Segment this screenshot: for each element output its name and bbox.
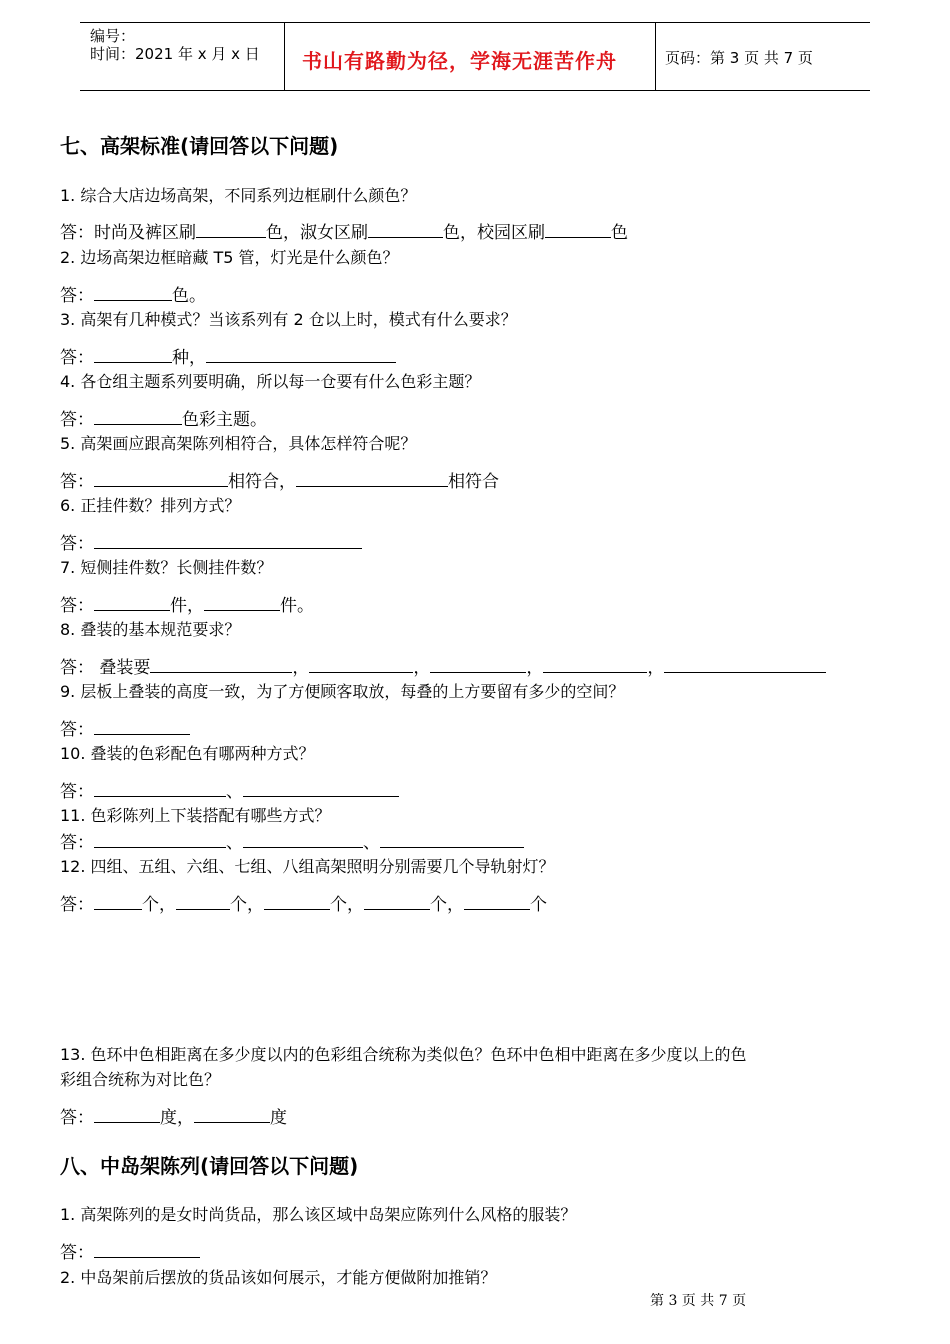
answer-blank[interactable]: [94, 344, 172, 363]
answer-separator: ，: [647, 658, 665, 678]
answer-prefix: 答：: [60, 410, 94, 430]
answer-prefix: 答：: [60, 286, 94, 306]
answer-text: 相符合: [448, 472, 499, 492]
answer-prefix: 答：: [60, 1243, 94, 1263]
answer-blank[interactable]: [364, 891, 430, 910]
question-8-2: 2. 中岛架前后摆放的货品该如何展示，才能方便做附加推销？: [60, 1268, 497, 1287]
answer-blank[interactable]: [243, 829, 363, 848]
answer-separator: ，: [413, 658, 431, 678]
page-footer: 第 3 页 共 7 页: [650, 1293, 747, 1309]
answer-text: 度: [270, 1108, 287, 1128]
question-7-9: 9. 层板上叠装的高度一致，为了方便顾客取放，每叠的上方要留有多少的空间？: [60, 682, 625, 701]
answer-blank[interactable]: [545, 219, 611, 238]
answer-text: 件，: [170, 596, 204, 616]
answer-prefix: 答：: [60, 1108, 94, 1128]
header-bottom-rule: [80, 90, 870, 91]
answer-7-2: [60, 281, 206, 306]
answer-blank[interactable]: [543, 654, 647, 673]
answer-blank[interactable]: [206, 344, 396, 363]
answer-7-4: [60, 405, 267, 430]
question-7-8: 8. 叠装的基本规范要求？: [60, 620, 241, 639]
answer-7-7: [60, 591, 314, 616]
answer-7-6: [60, 529, 362, 554]
answer-separator: 、: [226, 833, 243, 853]
answer-prefix: 答：: [60, 596, 94, 616]
answer-prefix: 答：: [60, 534, 94, 554]
answer-blank[interactable]: [94, 468, 228, 487]
answer-7-1: [60, 218, 628, 243]
answer-blank[interactable]: [94, 1239, 200, 1258]
answer-blank[interactable]: [94, 891, 142, 910]
answer-blank[interactable]: [196, 219, 266, 238]
question-7-10: 10. 叠装的色彩配色有哪两种方式？: [60, 744, 315, 763]
answer-text: 色彩主题。: [182, 410, 267, 430]
answer-blank[interactable]: [264, 891, 330, 910]
question-7-12: 12. 四组、五组、六组、七组、八组高架照明分别需要几个导轨射灯？: [60, 857, 555, 876]
answer-blank[interactable]: [380, 829, 524, 848]
answer-text: 件。: [280, 596, 314, 616]
section-8-title: 八、中岛架陈列(请回答以下问题): [60, 1154, 359, 1178]
answer-blank[interactable]: [94, 716, 190, 735]
header-divider-right: [655, 22, 656, 90]
answer-7-3: [60, 343, 396, 368]
answer-blank[interactable]: [243, 778, 399, 797]
answer-separator: 、: [226, 782, 243, 802]
answer-unit: 个，: [430, 895, 464, 915]
answer-blank[interactable]: [94, 530, 362, 549]
answer-text: 色。: [172, 286, 206, 306]
answer-text: 色: [611, 223, 628, 243]
answer-unit: 个，: [142, 895, 176, 915]
answer-blank[interactable]: [150, 654, 292, 673]
answer-blank[interactable]: [204, 592, 280, 611]
question-7-6: 6. 正挂件数？排列方式？: [60, 496, 241, 515]
answer-7-8: [60, 653, 826, 678]
question-7-11: 11. 色彩陈列上下装搭配有哪些方式？: [60, 806, 331, 825]
header-divider-left: [284, 22, 285, 90]
question-7-1: 1. 综合大店边场高架，不同系列边框刷什么颜色？: [60, 186, 417, 205]
answer-separator: ，: [292, 658, 310, 678]
answer-blank[interactable]: [176, 891, 230, 910]
answer-unit: 个，: [330, 895, 364, 915]
answer-prefix: 答：: [60, 895, 94, 915]
answer-separator: 、: [363, 833, 380, 853]
answer-prefix: 答： 叠装要: [60, 658, 151, 678]
answer-text: 相符合，: [228, 472, 296, 492]
answer-text: 色，校园区刷: [443, 223, 545, 243]
question-7-5: 5. 高架画应跟高架陈列相符合，具体怎样符合呢？: [60, 434, 417, 453]
header-top-rule: [80, 22, 870, 23]
question-8-1: 1. 高架陈列的是女时尚货品，那么该区域中岛架应陈列什么风格的服装？: [60, 1205, 577, 1224]
question-7-2: 2. 边场高架边框暗藏 T5 管，灯光是什么颜色？: [60, 248, 399, 267]
answer-blank[interactable]: [664, 654, 826, 673]
answer-blank[interactable]: [464, 891, 530, 910]
answer-blank[interactable]: [94, 829, 226, 848]
answer-prefix: 答：: [60, 472, 94, 492]
answer-blank[interactable]: [368, 219, 443, 238]
answer-7-5: [60, 467, 499, 492]
answer-blank[interactable]: [194, 1104, 270, 1123]
answer-text: 种，: [172, 348, 206, 368]
answer-7-12: [60, 890, 547, 915]
question-7-13-line2: 彩组合统称为对比色？: [60, 1070, 221, 1089]
answer-7-9: [60, 715, 190, 740]
answer-7-13: [60, 1103, 287, 1128]
answer-blank[interactable]: [296, 468, 448, 487]
question-7-3: 3. 高架有几种模式？当该系列有 2 仓以上时，模式有什么要求？: [60, 310, 517, 329]
question-7-13-line1: 13. 色环中色相距离在多少度以内的色彩组合统称为类似色？色环中色相中距离在多少度以上的色: [60, 1045, 747, 1064]
answer-blank[interactable]: [430, 654, 526, 673]
header-page-label: 页码：第 3 页 共 7 页: [665, 49, 813, 67]
header-motto: 书山有路勤为径，学海无涯苦作舟: [302, 49, 617, 73]
answer-7-10: [60, 777, 399, 802]
answer-prefix: 答：: [60, 720, 94, 740]
doc-time-label: 时间：2021 年 x 月 x 日: [90, 45, 260, 63]
answer-unit: 个，: [230, 895, 264, 915]
section-7-title: 七、高架标准(请回答以下问题): [60, 134, 339, 158]
answer-prefix: 答：时尚及裤区刷: [60, 223, 196, 243]
answer-blank[interactable]: [94, 406, 182, 425]
answer-blank[interactable]: [94, 282, 172, 301]
answer-separator: ，: [526, 658, 544, 678]
answer-text: 色，淑女区刷: [266, 223, 368, 243]
answer-8-1: [60, 1238, 200, 1263]
answer-prefix: 答：: [60, 782, 94, 802]
answer-unit: 个: [530, 895, 547, 915]
answer-prefix: 答：: [60, 348, 94, 368]
answer-blank[interactable]: [94, 1104, 160, 1123]
doc-number-label: 编号：: [90, 27, 136, 45]
question-7-7: 7. 短侧挂件数？长侧挂件数？: [60, 558, 273, 577]
answer-blank[interactable]: [94, 778, 226, 797]
question-7-4: 4. 各仓组主题系列要明确，所以每一仓要有什么色彩主题？: [60, 372, 481, 391]
answer-7-11: [60, 828, 524, 853]
answer-blank[interactable]: [309, 654, 413, 673]
answer-prefix: 答：: [60, 833, 94, 853]
answer-blank[interactable]: [94, 592, 170, 611]
answer-text: 度，: [160, 1108, 194, 1128]
